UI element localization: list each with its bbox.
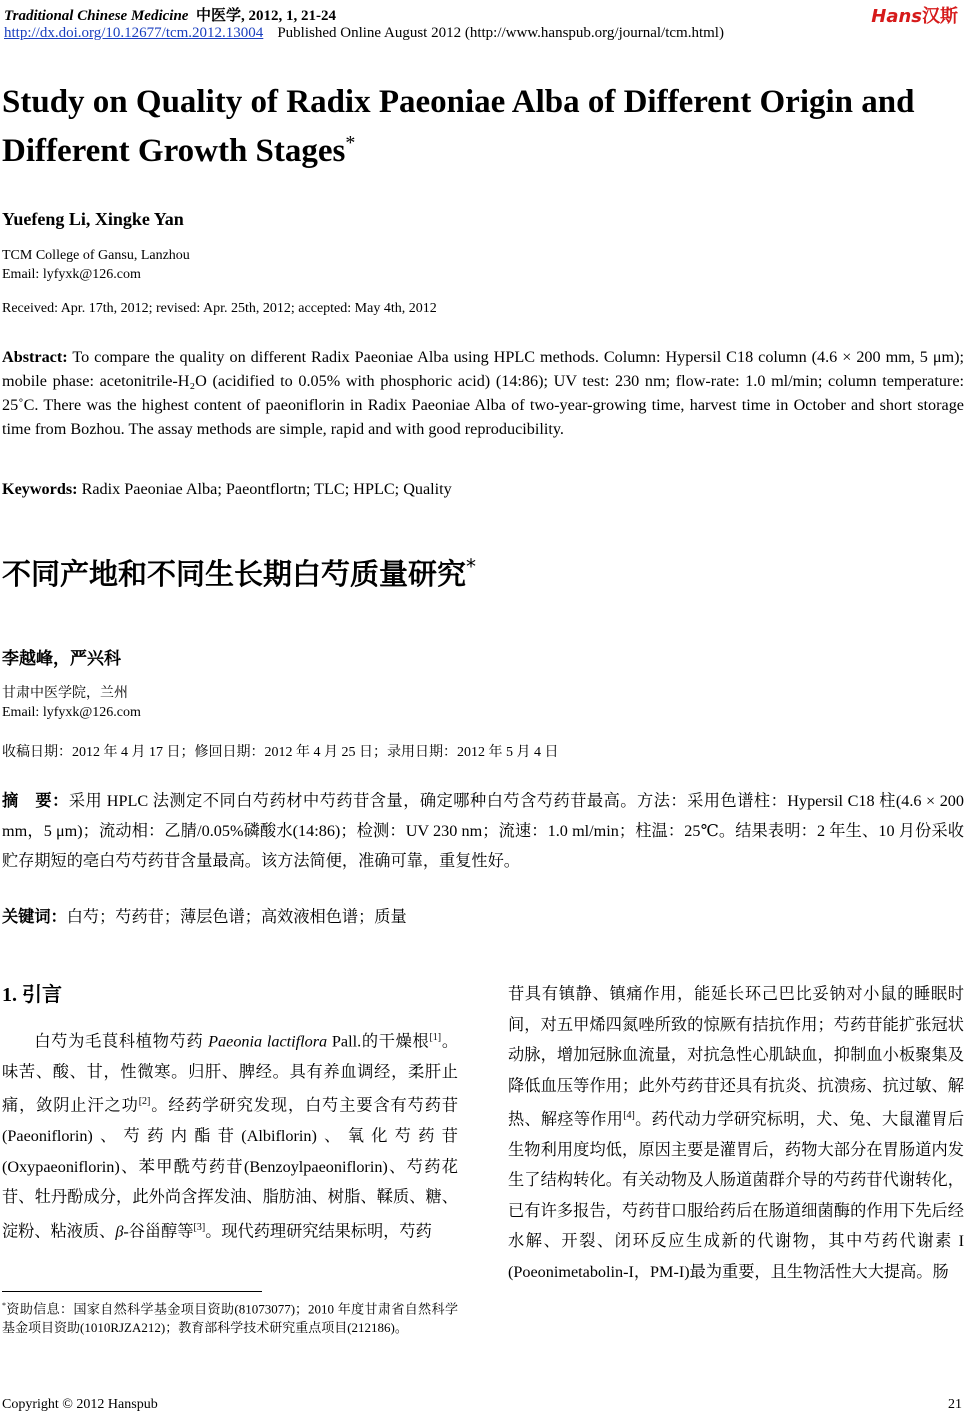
cn-abstract-text: 采用 HPLC 法测定不同白芍药材中芍药苷含量，确定哪种白芍含芍药苷最高。方法：采用色谱柱：Hypersil C18 柱(4.6 × 200 mm，5 μm)；流动相：乙腈/0.05%磷酸水(14:86)；检测：UV 230 nm；流速：1.0 ml/min；柱温：25℃。结果表明：2 年生、10 月份采收贮存期短的亳白芍芍药苷含量最高。该方法简便，准确可靠，重复性好。 [2, 792, 964, 870]
cn-affiliation: 甘肃中医学院，兰州 [2, 686, 128, 701]
paper-title [2, 82, 952, 172]
abstract-text: To compare the quality on different Radix Paeoniae Alba using HPLC methods. Column: Hypersil C18 column (4.6 × 200 mm, 5 μm); mobile phase: acetonitrile-H₂O (acidified to 0.05% with phosphoric acid) (14:86); UV test: 230 nm; flow-rate: 1.0 ml/min; column temperature: 25˚C. There was the highest content of paeoniflorin in Radix Paeoniae Alba of two-year-growing time, harvest time in October and short storage time from Bozhou. The assay methods are simple, rapid and with good reproducibility. [2, 348, 964, 438]
citation[interactable]: [1] [429, 1032, 442, 1043]
cn-abstract-label: 摘 要： [2, 791, 69, 810]
citation[interactable]: [3] [193, 1221, 206, 1233]
cn-title [2, 552, 476, 593]
keywords [2, 480, 452, 499]
logo-cn: 汉斯 [922, 6, 958, 27]
cn-title-footnote-mark: * [466, 554, 477, 579]
cn-affiliation-block [2, 684, 141, 722]
doi-line [4, 25, 724, 42]
footnote-mark: * [2, 1301, 6, 1310]
doi-link[interactable]: http://dx.doi.org/10.12677/tcm.2012.13004 [4, 25, 264, 41]
cn-received-dates: 收稿日期：2012 年 4 月 17 日；修回日期：2012 年 4 月 25 日；录用日期：2012 年 5 月 4 日 [2, 745, 559, 760]
cn-abstract [2, 786, 964, 876]
title-text: Study on Quality of Radix Paeoniae Alba of Different Origin and Different Growth Stages [2, 84, 915, 169]
journal-name: Traditional Chinese Medicine [4, 8, 189, 24]
hans-logo [871, 2, 958, 28]
footnote-rule [2, 1291, 262, 1292]
body-text: 苷具有镇静、镇痛作用，能延长环己巴比妥钠对小鼠的睡眠时间，对五甲烯四氮唑所致的惊厥有拮抗作用；芍药苷能扩张冠状动脉，增加冠脉血流量，对抗急性心肌缺血，抑制血小板聚集及降低血压等作用；此外芍药苷还具有抗炎、抗溃疡、抗过敏、解热、解痉等作用 [508, 985, 964, 1129]
abstract-label: Abstract: [2, 348, 68, 366]
affiliation: TCM College of Gansu, Lanzhou [2, 248, 190, 263]
body-text: -谷甾醇等 [123, 1222, 194, 1241]
copyright: Copyright © 2012 Hanspub [2, 1397, 158, 1412]
cn-keywords [2, 903, 407, 927]
citation[interactable]: [2] [138, 1096, 151, 1108]
body-text: 。药代动力学研究标明，犬、兔、大鼠灌胃后生物利用度均低，原因主要是灌胃后，药物大部分在胃肠道内发生了结构转化。有关动物及人肠道菌群介导的芍药苷代谢转化，已有许多报告，芍药苷口服给药后在肠道细菌酶的作用下先后经水解、开裂、闭环反应生成新的代谢物，其中芍药代谢素 I (Poeonimetabolin-I，PM-I)最为重要，且生物活性大大提高。肠 [508, 1110, 965, 1281]
body-text: 。经药学研究发现，白芍主要含有芍药苷(Paeoniflorin)、芍药内酯苷(Albiflorin)、氧化芍药苷(Oxypaeoniflorin)、苯甲酰芍药苷(Benzoylpaeoniflorin)、芍药花苷、牡丹酚成分，此外尚含挥发油、脂肪油、树脂、鞣质、糖、淀粉、粘液质、 [2, 1096, 459, 1241]
logo-en: Hans [871, 6, 922, 27]
keywords-label: Keywords: [2, 480, 78, 498]
beta-symbol: β [115, 1222, 124, 1241]
published-online: Published Online August 2012 (http://www.hanspub.org/journal/tcm.html) [277, 25, 724, 41]
title-footnote-mark: * [345, 132, 356, 154]
footnote [2, 1296, 458, 1337]
cn-email: Email: lyfyxk@126.com [2, 705, 141, 720]
species-name: Paeonia lactiflora [208, 1032, 328, 1051]
cn-authors: 李越峰，严兴科 [2, 649, 121, 669]
received-dates: Received: Apr. 17th, 2012; revised: Apr. 25th, 2012; accepted: May 4th, 2012 [2, 301, 437, 316]
journal-header [4, 4, 336, 25]
body-text: 白芍为毛茛科植物芍药 [34, 1032, 209, 1051]
cn-title-text: 不同产地和不同生长期白芍质量研究 [2, 557, 467, 591]
body-right-column [508, 979, 964, 1287]
email: Email: lyfyxk@126.com [2, 267, 141, 282]
body-text: 。现代药理研究结果标明，芍药 [205, 1222, 432, 1241]
body-text: 。味苦、酸、甘，性微寒。归肝、脾经。具有养血调经，柔肝止痛，敛阴止汗之功 [2, 1032, 459, 1115]
page-number: 21 [948, 1397, 962, 1412]
cn-keywords-label: 关键词： [2, 907, 67, 926]
journal-cn: 中医学, 2012, 1, 21-24 [195, 8, 336, 24]
cn-keywords-text: 白芍；芍药苷；薄层色谱；高效液相色谱；质量 [66, 908, 407, 926]
section-heading: 1. 引言 [2, 984, 62, 1006]
authors: Yuefeng Li, Xingke Yan [2, 209, 184, 229]
keywords-text: Radix Paeoniae Alba; Paeontflortn; TLC; HPLC; Quality [77, 480, 452, 498]
affiliation-block [2, 246, 190, 284]
body-text: Pall.的干燥根 [327, 1032, 430, 1051]
body-left-column [2, 1023, 458, 1247]
citation[interactable]: [4] [623, 1110, 635, 1121]
footnote-text: 资助信息：国家自然科学基金项目资助(81073077)；2010 年度甘肃省自然科学基金项目资助(1010RJZA212)；教育部科学技术研究重点项目(212186)。 [2, 1301, 458, 1336]
abstract [2, 345, 964, 441]
